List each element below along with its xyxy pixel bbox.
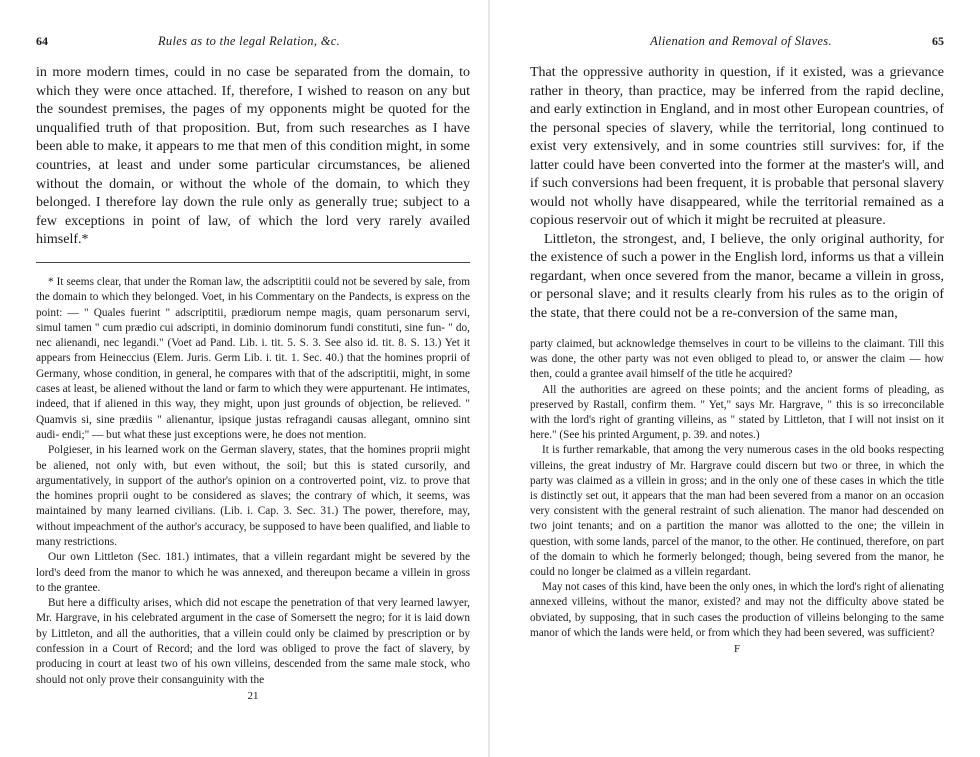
left-main-text — [36, 64, 470, 250]
body-paragraph: in more modern times, could in no case be separated from the domain, to which they were once attached. If, therefore, I wished to reason on any but the soundest premises, the pages of my opponents might be quoted for the unqualified truth of that proposition. But, from such researches as I have been able to make, it appears to me that men of this condition might, in some countries, at least and under some particular circumstances, be aliened without the domain, or without the whole of the domain, to which they belonged. I therefore lay down the rule only as generally true; subject to a few exceptions in point of law, of which the lord very rarely availed himself.* — [36, 65, 470, 248]
footnote-paragraph: Polgieser, in his learned work on the German slavery, states, that the homines proprii might be aliened, not only with, but even without, the soil; but this is stated cursorily, and argumentatively, in support of the author's opinion on a controverted point, viz. to prove that the homines proprii ought to be considered as slaves; the contrary of which, it seems, was maintained by many learned civilians. (Lib. i. Cap. 3. Sec. 31.) The power, therefore, may, without impeachment of the author's accuracy, be supposed to have been qualified, and liable to many restrictions. — [36, 444, 470, 548]
footnote-paragraph: * It seems clear, that under the Roman law, the adscriptitii could not be severed by sale, from the domain to which they belonged. Voet, in his Commentary on the Pandects, is express on the point: — " Quales fuerint " adscriptitii, prædiorum nempe magis, quam personarum servi, simul tamen " cum prædio cui adscripti, in dominio dominorum fundi constituti, sine fun- " do, nec alienandi, nec legandi." (Voet ad Pand. Lib. i. tit. 5. S. 3. See also id. tit. 8. S. 13.) Yet it appears from Heineccius (Elem. Juris. Germ Lib. i. tit. 1. Sec. 40.) that the homines proprii of Germany, whose condition, in general, he compares with that of the adscriptitii, might, in some cases at least, be aliened without the land or farm to which they were appurtenant. He intimates, indeed, that if aliened in this way, they might, upon just grounds of objection, be relieved. " Quamvis si, sine prædiis " alienantur, ipsique justas refragandi causas allegant, omnino sint audi- endi;" — but what these just exceptions were, he does not mention. — [36, 275, 470, 441]
footnote-paragraph: Our own Littleton (Sec. 181.) intimates, that a villein regardant might be severed by the lord's deed from the manor to which he was annexed, and thereupon became a villein in gross to the grantee. — [36, 551, 470, 594]
right-main-text — [530, 64, 944, 323]
body-paragraph: That the oppressive authority in question, if it existed, was a grievance rather in theory, than practice, may be inferred from the rapid decline, and early extinction in England, and in most other European countries, of the personal species of slavery, while the territorial, long continued to exist very extensively, and in some countries still survives: for, if the latter could have been converted into the former at the master's will, and if such conversions had been frequent, it is probable that personal slavery would not wholly have disappeared, while the territorial remained as a copious reservoir out of which it might be recruited at pleasure. — [530, 65, 944, 228]
footnote-paragraph: But here a difficulty arises, which did not escape the penetration of that very learned lawyer, Mr. Hargrave, in his celebrated argument in the case of Somersett the negro; for it is laid down by Littleton, and all the authorities, that a villein could only be claimed by prescription or by confession in a Court of Record; and the lord was obliged to prove the fact of slavery, by producing in court at least two of his own villeins, descended from the same male stock, who should not only prove their consanguinity with the — [36, 597, 470, 686]
right-page — [490, 0, 980, 757]
right-footnotes — [530, 337, 944, 641]
right-page-number: 65 — [932, 34, 944, 48]
footnote-paragraph: It is further remarkable, that among the very numerous cases in the old books respecting villeins, the great industry of Mr. Hargrave could discern but two or three, in which the party was claimed as a villein in gross; and in the only one of these cases in which the title is distinctly set out, it appears that the man had been severed from a manor on an occasion very consistent with the general restraint of such alienation. The manor had descended on two joint tenants; and on a partition the manor was allotted to the one; the villein in question, with some lands, parcel of the manor, to the other. He continued, therefore, on part of the domain to which he formerly belonged; though, being severed from the manor, he could no longer be claimed as a villein regardant. — [530, 444, 944, 579]
right-signature-mark: F — [733, 643, 741, 656]
left-running-head: Rules as to the legal Relation, &c. — [158, 34, 340, 48]
footnote-paragraph: party claimed, but acknowledge themselves in court to be villeins to the claimant. Till this was done, the other party was not even obliged to plead to, or answer the claim — how then, could a grantee avail himself of the title he acquired? — [530, 338, 944, 381]
footnote-paragraph: May not cases of this kind, have been the only ones, in which the lord's right of alienating annexed villeins, without the manor, existed? and may not the difficulty above stated be obviated, by supposing, that in such cases the production of villeins belonging to the same manor of which the lands were held, or from which they had been severed, was sufficient? — [530, 581, 944, 639]
body-paragraph: Littleton, the strongest, and, I believe, the only original authority, for the existence of such a power in the English lord, informs us that a villein regardant, when once severed from the manor, became a villein in gross, or personal slave; and it results clearly from his rules as to the origin of the state, that there could not be a re-conversion of the same man, — [530, 231, 944, 321]
left-page-header — [36, 34, 470, 64]
left-page — [0, 0, 488, 757]
left-signature-mark: 21 — [247, 689, 259, 702]
right-page-header — [530, 34, 944, 64]
left-footnotes — [36, 275, 470, 688]
footnote-rule — [36, 262, 470, 263]
right-running-head: Alienation and Removal of Slaves. — [650, 34, 832, 48]
left-page-number: 64 — [36, 34, 48, 48]
footnote-paragraph: All the authorities are agreed on these points; and the ancient forms of pleading, as preserved by Rastall, confirm them. " Yet," says Mr. Hargrave, " this is so irreconcilable with the lord's right of granting villeins, as " stated by Littleton, that I will not insist on it here." (See his printed Argument, p. 39. and notes.) — [530, 383, 944, 442]
